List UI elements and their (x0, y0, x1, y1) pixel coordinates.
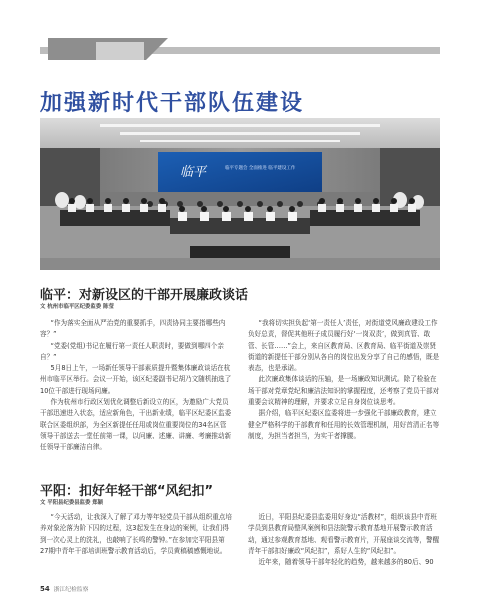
paragraph: 此次廉政集体谈话的压轴，是一场廉政知识测试。除了检验在场干部对党章党纪和廉洁法知识的掌握程度，还考察了党员干部对重要会议精神的理解，并要求立足自身岗位谈思考。 (248, 375, 440, 407)
paragraph: “今天活动，让我深入了解了邓力等年轻党员干部从组织重点培养对象沦落为阶下囚的过程，这3起发生在身边的案例，让我们得到一次心灵上的洗礼，也敲响了长鸣的警钟。”在参加完平阳县第27期中青年干部培训班警示教育活动后，学员黄稿稿感慨地说。 (40, 513, 232, 555)
screen-title: 临平 (180, 165, 207, 180)
ornament-slope (146, 38, 168, 60)
paragraph: “作为落实全面从严治党的重要抓手，四责协同主要指哪些内容？” (40, 319, 226, 339)
paragraph: 近年来，随着领导干部年轻化的趋势，越来越多的80后、90 (258, 558, 434, 567)
article2-left-column (40, 512, 232, 557)
paragraph: 作为杭州市行政区划优化调整后新设立的区，为邀励广大党员干部迅速进入状态，适应新角色，干出新业绩，临平区纪委区监委联合区委组织部，为全区新提任任用或岗位重要岗位的34名区管领导干部送去一堂任前第一课，以问廉、述廉、讲廉、考廉推动新任领导干部廉洁自律。 (40, 398, 232, 452)
magazine-name: 浙江纪检监察 (53, 587, 89, 593)
article1-left-column (40, 318, 232, 454)
article1-right-column (248, 318, 440, 442)
header-ornament (40, 38, 440, 66)
paragraph: 5月8日上午，一场新任领导干部素质提升暨集体廉政谈话在杭州市临平区举行。会议一开始，该区纪委副书记胡乃文随机抽选了10位干部进行现场问廉。 (40, 364, 232, 395)
article2-title: 平阳：扣好年轻干部“风纪扣” (40, 484, 214, 499)
ornament-tab-highlight (96, 42, 144, 60)
page-number: 54 (40, 585, 50, 593)
article1-title: 临平：对新设区的干部开展廉政谈话 (40, 288, 249, 303)
screen-subtitle: 临平专题会 全面推进 临平建设工作 (225, 166, 296, 171)
article2-byline: 文 平阳县纪委县监委 郑颖 (40, 500, 104, 506)
paragraph: “我将切实担负起‘第一责任人’责任，对街道党风廉政建设工作负好总责，督促其他班子成员履行好‘一岗双责’，做到真管、敢管、长管……”会上，来自区教育局、区教育局、临平街道及崇贤街道的新提任干部分别从各自的岗位出发分享了自己的感悟，既是表态，也是承诺。 (248, 319, 440, 373)
paragraph: “党委(党组)书记在履行第一责任人职责时，要做到哪四个亲自？” (40, 341, 224, 361)
paragraph: 据介绍，临平区纪委区监委将进一步强化干部廉政教育，建立健全严格科学的干部教育和任用的长效管理机制，用好首清正名等制度，为担当者担当，为实干者撑腰。 (248, 409, 440, 440)
article2-right-column (248, 512, 440, 568)
page-footer (40, 584, 88, 593)
meeting-photo (40, 118, 440, 270)
page-title: 加强新时代干部队伍建设 (40, 91, 305, 116)
paragraph: 近日，平阳县纪委县监委用好身边“活教材”，组织该县中青班学员到县教育局整风案例和县法院警示教育基地开展警示教育活动，通过参观教育基地、观看警示教育片，开展座谈交流等，警醒青年干部扣好廉政“风纪扣”，系好人生的“风纪扣”。 (248, 513, 440, 555)
article1-byline: 文 杭州市临平区纪委监委 陈莹 (40, 304, 114, 310)
